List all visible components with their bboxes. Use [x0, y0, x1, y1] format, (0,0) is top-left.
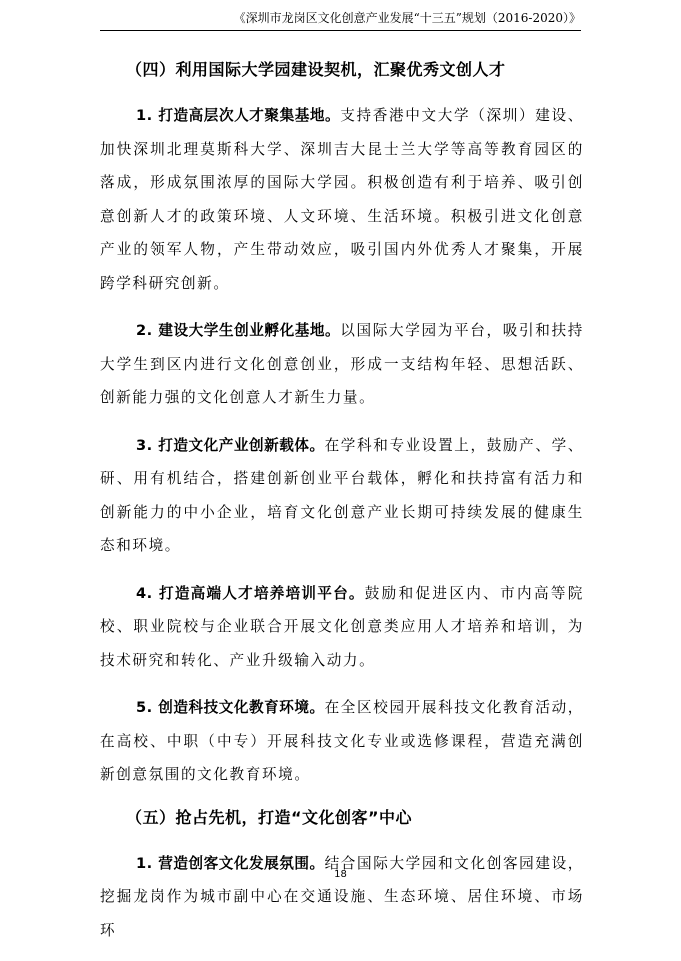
- paragraph-lead: 4. 打造高端人才培养培训平台。: [136, 584, 365, 602]
- section-heading-5: （五）抢占先机，打造“文化创客”中心: [126, 807, 413, 827]
- paragraph-text: 支持香港中文大学（深圳）建设、加快深圳北理莫斯科大学、深圳吉大昆士兰大学等高等教育园区的落成，形成氛围浓厚的国际大学园。积极创造有利于培养、吸引创意创新人才的政策环境、人文环境、生活环境。积极引进文化创意产业的领军人物，产生带动效应，吸引国内外优秀人才聚集，开展跨学科研究创新。: [100, 107, 584, 292]
- paragraph-text: 在全区校园开展科技文化教育活动，在高校、中职（中专）开展科技文化专业或选修课程，营造充满创新创意氛围的文化教育环境。: [100, 699, 585, 783]
- paragraph-text: 以国际大学园为平台，吸引和扶持大学生到区内进行文化创意创业，形成一支结构年轻、思想活跃、创新能力强的文化创意人才新生力量。: [100, 322, 584, 406]
- paragraph: [100, 99, 584, 300]
- paragraph: [100, 429, 584, 563]
- page-number: 18: [334, 869, 347, 880]
- paragraph-lead: 5. 创造科技文化教育环境。: [136, 699, 325, 716]
- paragraph: [100, 847, 584, 948]
- paragraph-lead: 1. 打造高层次人才聚集基地。: [136, 107, 341, 124]
- document-body: [100, 46, 584, 961]
- paragraph-lead: 2. 建设大学生创业孵化基地。: [136, 322, 341, 339]
- paragraph: [100, 691, 584, 792]
- paragraph: [100, 314, 584, 415]
- paragraph-text: 结合国际大学园和文化创客园建设，挖掘龙岗作为城市副中心在交通设施、生态环境、居住环境、市场环: [100, 854, 585, 939]
- paragraph-lead: 1. 营造创客文化发展氛围。: [136, 854, 325, 872]
- paragraph: [100, 577, 584, 678]
- paragraph-text: 鼓励和促进区内、市内高等院校、职业院校与企业联合开展文化创意类应用人才培养和培训，为技术研究和转化、产业升级输入动力。: [100, 584, 584, 669]
- paragraph-lead: 3. 打造文化产业创新载体。: [136, 436, 325, 454]
- section-heading-4: （四）利用国际大学园建设契机，汇聚优秀文创人才: [126, 60, 506, 79]
- running-header: 《深圳市龙岗区文化创意产业发展“十三五”规划（2016-2020）》: [100, 10, 581, 31]
- paragraph-text: 在学科和专业设置上，鼓励产、学、研、用有机结合，搭建创新创业平台载体，孵化和扶持富有活力和创新能力的中小企业，培育文化创意产业长期可持续发展的健康生态和环境。: [100, 436, 585, 554]
